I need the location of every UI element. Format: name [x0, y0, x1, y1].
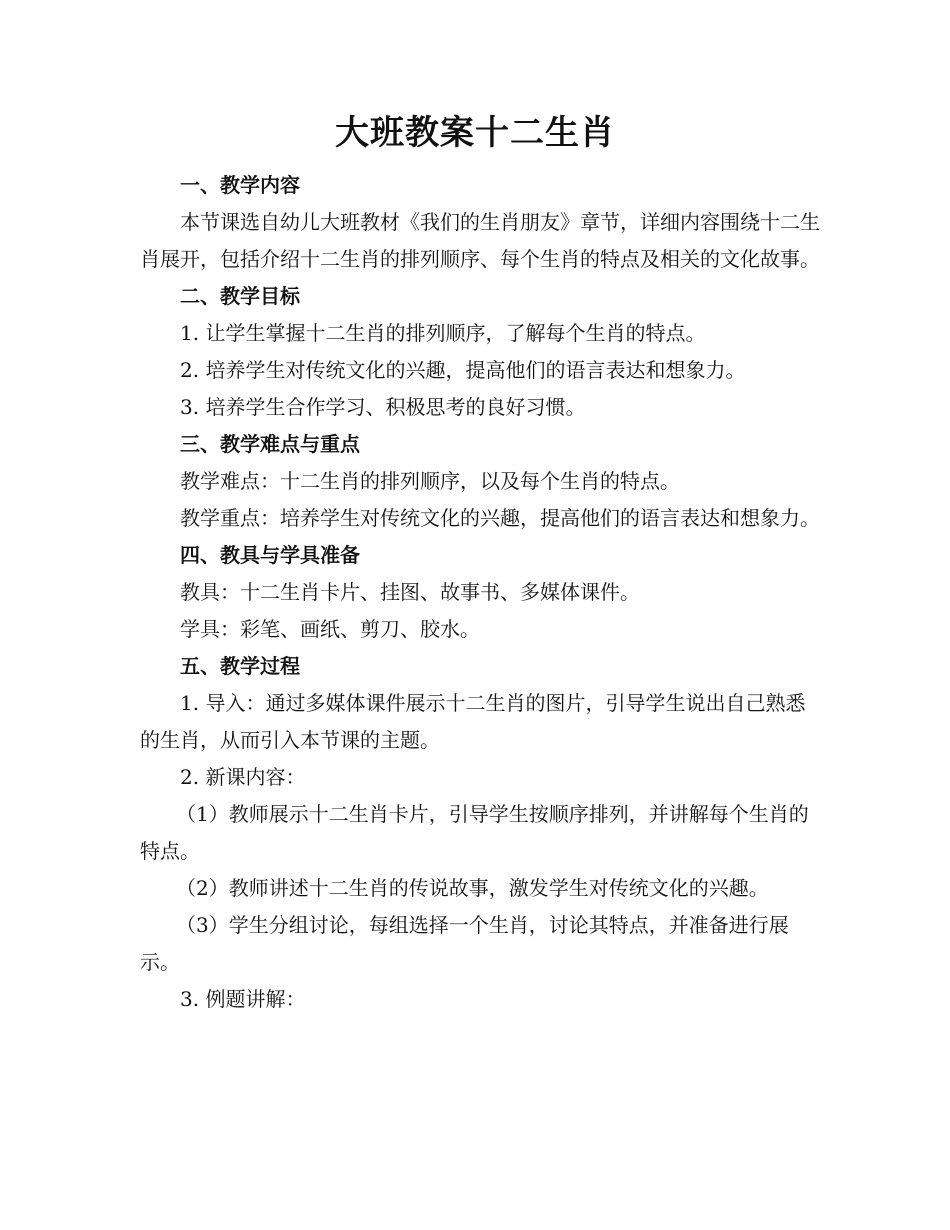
section-heading-process: 五、教学过程 — [180, 654, 300, 678]
objective-item: 3. 培养学生合作学习、积极思考的良好习惯。 — [180, 395, 586, 419]
process-step: 1. 导入：通过多媒体课件展示十二生肖的图片，引导学生说出自己熟悉的生肖，从而引入本节课的主题。 — [140, 691, 806, 752]
section-heading-difficulties: 三、教学难点与重点 — [180, 432, 360, 456]
objective-item: 2. 培养学生对传统文化的兴趣，提高他们的语言表达和想象力。 — [180, 358, 746, 382]
section-heading-materials: 四、教具与学具准备 — [180, 543, 360, 567]
section-heading-content: 一、教学内容 — [180, 173, 300, 197]
difficulty-text: 教学难点：十二生肖的排列顺序，以及每个生肖的特点。 — [180, 469, 680, 493]
document-title: 大班教案十二生肖 — [335, 113, 615, 153]
section-heading-objectives: 二、教学目标 — [180, 284, 300, 308]
document-body — [140, 167, 820, 1018]
teacher-materials: 教具：十二生肖卡片、挂图、故事书、多媒体课件。 — [180, 580, 640, 604]
process-substep: （1）教师展示十二生肖卡片，引导学生按顺序排列，并讲解每个生肖的特点。 — [140, 802, 809, 863]
objective-item: 1. 让学生掌握十二生肖的排列顺序，了解每个生肖的特点。 — [180, 321, 706, 345]
process-substep: （2）教师讲述十二生肖的传说故事，激发学生对传统文化的兴趣。 — [176, 876, 769, 900]
student-materials: 学具：彩笔、画纸、剪刀、胶水。 — [180, 617, 480, 641]
process-step: 3. 例题讲解： — [180, 987, 306, 1011]
process-step: 2. 新课内容： — [180, 765, 306, 789]
paragraph-content: 本节课选自幼儿大班教材《我们的生肖朋友》章节，详细内容围绕十二生肖展开，包括介绍十二生肖的排列顺序、每个生肖的特点及相关的文化故事。 — [140, 210, 820, 271]
process-substep: （3）学生分组讨论，每组选择一个生肖，讨论其特点，并准备进行展示。 — [140, 913, 789, 974]
key-point-text: 教学重点：培养学生对传统文化的兴趣，提高他们的语言表达和想象力。 — [180, 506, 820, 530]
